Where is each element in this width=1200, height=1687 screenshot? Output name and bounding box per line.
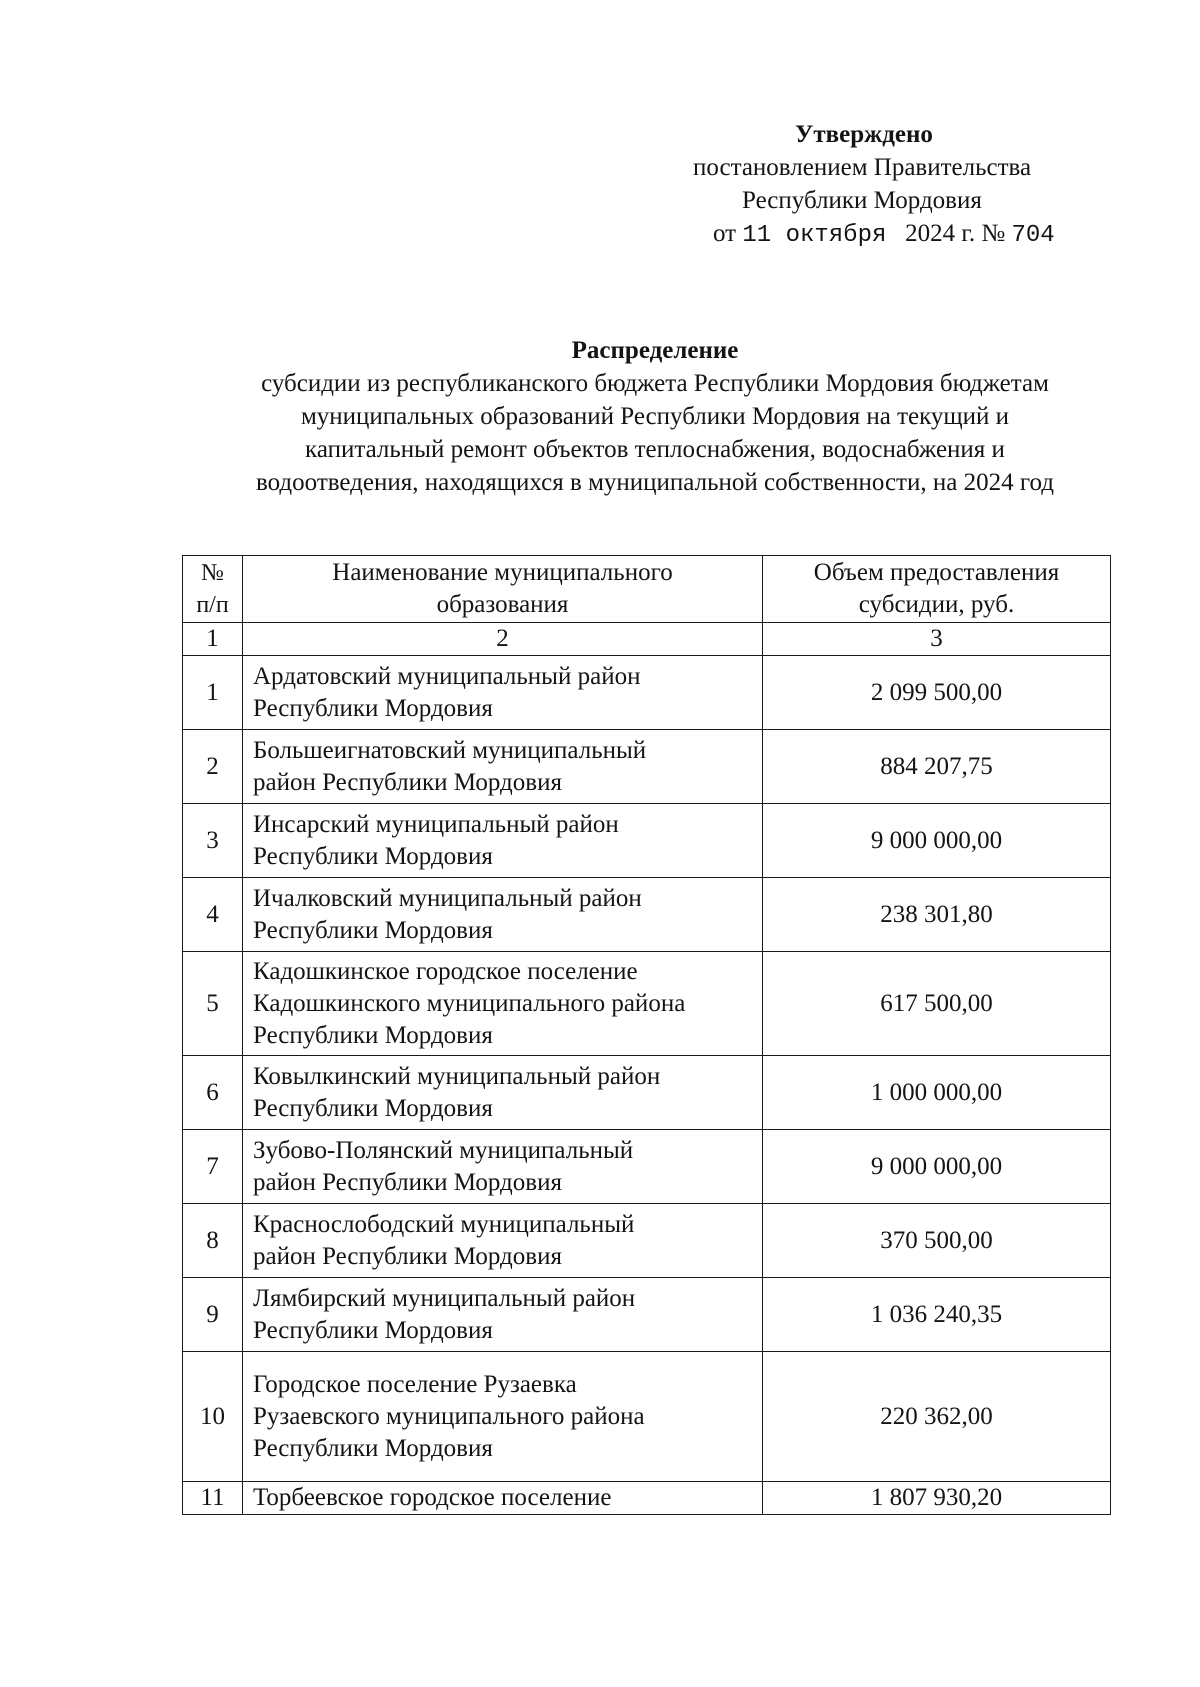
header-amount (763, 556, 1111, 623)
approval-date-year: 2024 г. № (905, 220, 1006, 247)
row-name-line: Республики Мордовия (253, 842, 493, 870)
row-name-line: Кадошкинское городское поселение (253, 957, 638, 985)
row-name (243, 1056, 763, 1130)
row-name-line: Инсарский муниципальный район (253, 810, 619, 838)
column-index: 2 (243, 623, 763, 656)
row-name-line: Кадошкинского муниципального района (253, 989, 686, 1017)
table-row (183, 656, 1111, 730)
row-name (243, 804, 763, 878)
title-line: водоотведения, находящихся в муниципальной собственности, на 2024 год (256, 469, 1054, 496)
approval-line-2: Республики Мордовия (742, 187, 982, 214)
row-name-line: Республики Мордовия (253, 1021, 493, 1049)
row-name (243, 1352, 763, 1482)
row-number: 3 (183, 804, 243, 878)
row-name-line: Краснослободский муниципальный (253, 1210, 635, 1238)
row-name (243, 656, 763, 730)
table-row (183, 878, 1111, 952)
row-amount: 9 000 000,00 (763, 1130, 1111, 1204)
column-index-row (183, 623, 1111, 656)
row-name-line: Республики Мордовия (253, 1316, 493, 1344)
approval-date-day: 11 октября (742, 222, 887, 249)
row-number: 4 (183, 878, 243, 952)
row-amount: 1 036 240,35 (763, 1278, 1111, 1352)
row-name-line: район Республики Мордовия (253, 1242, 562, 1270)
header-name-line-1: Наименование муниципального (332, 559, 673, 586)
row-amount: 1 000 000,00 (763, 1056, 1111, 1130)
row-name-line: Ковылкинский муниципальный район (253, 1062, 661, 1090)
header-name (243, 556, 763, 623)
row-name-line: Республики Мордовия (253, 916, 493, 944)
row-name-line: район Республики Мордовия (253, 768, 562, 796)
row-amount: 238 301,80 (763, 878, 1111, 952)
row-name-line: район Республики Мордовия (253, 1168, 562, 1196)
document-title (160, 334, 1150, 499)
table-row (183, 1482, 1111, 1515)
row-number: 8 (183, 1204, 243, 1278)
approval-number: 704 (1011, 222, 1055, 249)
row-name (243, 1130, 763, 1204)
row-number: 6 (183, 1056, 243, 1130)
header-number (183, 556, 243, 623)
row-name-line: Городское поселение Рузаевка (253, 1370, 577, 1398)
row-amount: 617 500,00 (763, 952, 1111, 1056)
title-line: субсидии из республиканского бюджета Республики Мордовия бюджетам (261, 370, 1049, 397)
row-amount: 9 000 000,00 (763, 804, 1111, 878)
header-number-line-2: п/п (196, 592, 229, 618)
row-amount: 370 500,00 (763, 1204, 1111, 1278)
table-row (183, 1204, 1111, 1278)
table-row (183, 1278, 1111, 1352)
row-amount: 1 807 930,20 (763, 1482, 1111, 1515)
title-heading: Распределение (571, 337, 739, 364)
row-name-line: Ичалковский муниципальный район (253, 884, 642, 912)
row-name (243, 1482, 763, 1515)
approval-date-prefix: от (713, 220, 737, 247)
row-name (243, 1278, 763, 1352)
row-name-line: Лямбирский муниципальный район (253, 1284, 636, 1312)
table-row (183, 804, 1111, 878)
row-name-line: Республики Мордовия (253, 1094, 493, 1122)
row-amount: 2 099 500,00 (763, 656, 1111, 730)
table-row (183, 1352, 1111, 1482)
table-header-row (183, 556, 1111, 623)
column-index: 1 (183, 623, 243, 656)
row-number: 5 (183, 952, 243, 1056)
row-name-line: Большеигнатовский муниципальный (253, 736, 647, 764)
row-name-line: Республики Мордовия (253, 694, 493, 722)
header-amount-line-2: субсидии, руб. (858, 591, 1015, 618)
row-amount: 884 207,75 (763, 730, 1111, 804)
column-index: 3 (763, 623, 1111, 656)
title-line: капитальный ремонт объектов теплоснабжения, водоснабжения и (305, 436, 1005, 463)
distribution-table (182, 555, 1111, 1515)
row-number: 11 (183, 1482, 243, 1515)
header-number-line-1: № (201, 560, 224, 586)
approval-line-1: постановлением Правительства (693, 154, 1032, 181)
row-name-line: Зубово-Полянский муниципальный (253, 1136, 634, 1164)
table-row (183, 730, 1111, 804)
row-number: 9 (183, 1278, 243, 1352)
approval-stamp (690, 118, 1150, 252)
approval-title: Утверждено (795, 121, 933, 148)
table-row (183, 1130, 1111, 1204)
table-row (183, 952, 1111, 1056)
row-number: 2 (183, 730, 243, 804)
row-name-line: Рузаевского муниципального района (253, 1402, 645, 1430)
table-row (183, 1056, 1111, 1130)
row-number: 1 (183, 656, 243, 730)
row-name-line: Ардатовский муниципальный район (253, 662, 641, 690)
row-name (243, 1204, 763, 1278)
header-amount-line-1: Объем предоставления (813, 559, 1060, 586)
row-amount: 220 362,00 (763, 1352, 1111, 1482)
title-line: муниципальных образований Республики Мордовия на текущий и (300, 403, 1010, 430)
approval-date-line (690, 217, 1150, 252)
row-name-line: Торбеевское городское поселение (253, 1484, 612, 1511)
row-number: 7 (183, 1130, 243, 1204)
row-name (243, 878, 763, 952)
header-name-line-2: образования (436, 591, 569, 618)
row-name-line: Республики Мордовия (253, 1434, 493, 1462)
row-number: 10 (183, 1352, 243, 1482)
row-name (243, 730, 763, 804)
row-name (243, 952, 763, 1056)
